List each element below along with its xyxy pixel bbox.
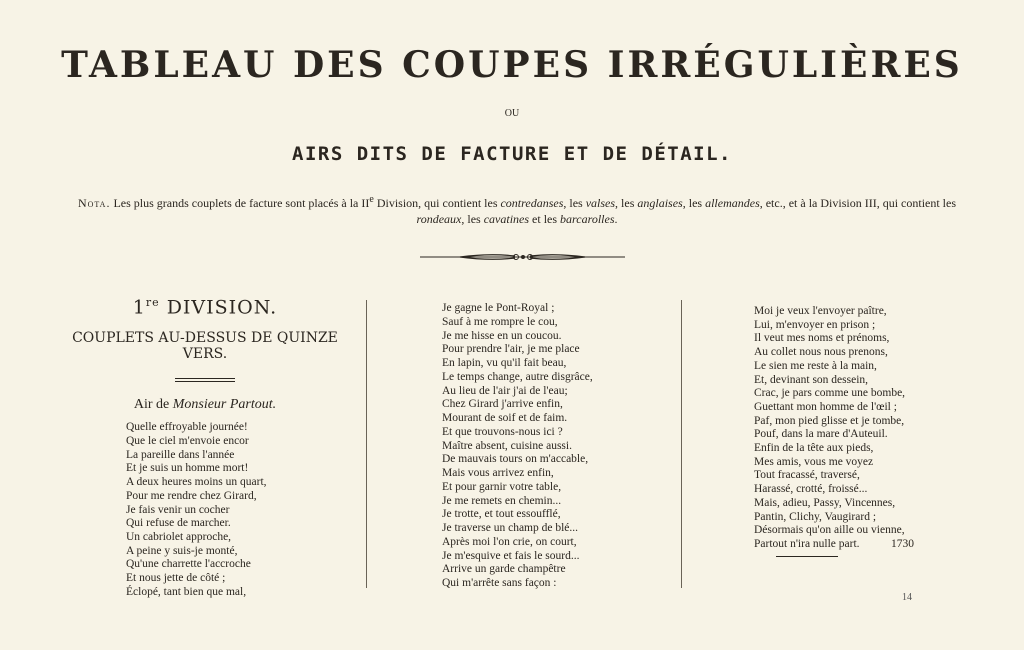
verse-line: Je me hisse en un coucou. [442,329,562,342]
last-verse: Partout n'ira nulle part. [754,537,860,550]
verse-line: Guettant mon homme de l'œil ; [754,400,897,413]
page-title: TABLEAU DES COUPES IRRÉGULIÈRES [61,44,963,86]
verse-line: A deux heures moins un quart, [126,476,267,489]
page-subtitle: AIRS DITS DE FACTURE ET DE DÉTAIL. [292,143,732,165]
air-heading [60,397,350,413]
verse-line: En lapin, vu qu'il fait beau, [442,357,567,369]
verse-line: Lui, m'envoyer en prison ; [754,318,876,331]
verse-line: Je me remets en chemin... [442,494,562,507]
verse-line: Pour me rendre chez Girard, [126,489,257,502]
nota-text: , etc., et à la Division III, qui contient les [759,196,957,210]
couplets-heading: COUPLETS AU-DESSUS DE QUINZE VERS. [72,330,338,363]
verse-line: Et pour garnir votre table, [442,480,562,493]
verse-line: Je gagne le Pont-Royal ; [442,302,555,314]
nota-text: , les [615,196,638,210]
verse-line-final [754,538,914,552]
verse-line: Moi je veux l'envoyer paître, [754,305,887,317]
nota-text: Division, qui contient les [373,196,501,210]
right-verses [754,305,989,538]
air-name: Monsieur Partout. [172,397,277,413]
title-connector: OU [504,108,520,119]
double-rule [175,378,235,382]
left-column [60,296,350,599]
verse-line: Pour prendre l'air, je me place [442,343,580,356]
verse-line: Au collet nous nous prenons, [754,346,888,359]
nota-italic: barcarolles [560,212,615,226]
nota-text: Les plus grands couplets de facture sont placés à la II [110,196,370,210]
verse-line: Je traverse un champ de blé... [442,522,579,534]
column-divider [681,300,682,588]
nota-italic: valses [585,196,616,210]
division-heading [60,296,350,318]
verse-line: Je m'esquive et fais le sourd... [442,549,580,562]
end-rule [776,556,838,557]
verse-line: Qui m'arrête sans façon : [442,577,557,589]
nota-text: , les [563,196,586,210]
nota-label: Nota. [77,196,111,210]
verse-line: De mauvais tours on m'accable, [442,453,589,466]
verse-line: Je trotte, et tout essoufflé, [442,508,561,521]
verse-line: Que le ciel m'envoie encor [126,435,249,448]
nota-italic: rondeaux [416,212,462,226]
verse-line: Tout fracassé, traversé, [754,469,860,482]
verse-line: Et je suis un homme mort! [126,462,249,475]
verse-line: Qui refuse de marcher. [126,517,231,530]
verse-line: Désormais qu'on aille ou vienne, [754,524,905,537]
verse-line: La pareille dans l'année [126,448,235,461]
verse-line: Un cabriolet approche, [126,530,232,543]
middle-column [442,302,672,591]
nota-italic: contredanses [500,196,564,210]
verse-line: Pantin, Clichy, Vaugirard ; [754,510,877,523]
nota-text: . [614,212,618,226]
verse-line: Éclopé, tant bien que mal, [126,585,247,598]
verse-line: Chez Girard j'arrive enfin, [442,398,563,411]
verse-line: Mourant de soif et de faim. [442,412,568,424]
verse-line: Et que trouvons-nous ici ? [442,425,563,438]
verse-line: Pouf, dans la mare d'Auteuil. [754,428,888,441]
verse-line: A peine y suis-je monté, [126,544,238,557]
verse-number: 1730 [891,537,914,550]
verse-line: Sauf à me rompre le cou, [442,315,558,328]
verse-line: Paf, mon pied glisse et je tombe, [754,414,905,427]
left-verses [126,421,350,599]
column-divider [366,300,367,588]
division-number: 1 [132,296,146,319]
air-prefix: Air de [133,397,173,413]
verse-line: Au lieu de l'air j'ai de l'eau; [442,384,568,397]
verse-line: Crac, je pars comme une bombe, [754,387,906,400]
verse-line: Le temps change, autre disgrâce, [442,370,593,383]
nota-text: et les [529,212,561,226]
verse-line: Je fais venir un cocher [126,503,230,516]
nota-italic: cavatines [483,212,530,226]
verse-line: Arrive un garde champêtre [442,563,566,576]
verse-line: Mes amis, vous me voyez [754,455,874,468]
verse-line: Il veut mes noms et prénoms, [754,332,890,345]
verse-line: Le sien me reste à la main, [754,359,877,372]
nota-italic: allemandes [705,196,760,210]
ornament-divider-icon [420,251,625,263]
verse-line: Après moi l'on crie, on court, [442,535,577,548]
nota-italic: anglaises [637,196,683,210]
verse-line: Qu'une charrette l'accroche [126,558,251,571]
nota-sup: e [369,194,374,205]
verse-line: Maître absent, cuisine aussi. [442,439,572,452]
right-column [754,305,989,552]
nota-paragraph [60,192,974,227]
verse-line: Mais, adieu, Passy, Vincennes, [754,496,896,509]
division-number-sup: re [145,296,160,309]
verse-line: Quelle effroyable journée! [126,421,248,434]
nota-text: , les [682,196,706,210]
nota-text: , les [461,212,484,226]
verse-line: Et, devinant son dessein, [754,373,869,386]
verse-line: Enfin de la tête aux pieds, [754,442,874,455]
verse-line: Harassé, crotté, froissé... [754,483,868,496]
verse-line: Et nous jette de côté ; [126,572,226,585]
page-number: 14 [902,592,912,603]
verse-line: Mais vous arrivez enfin, [442,467,554,479]
division-word: DIVISION. [159,296,278,319]
